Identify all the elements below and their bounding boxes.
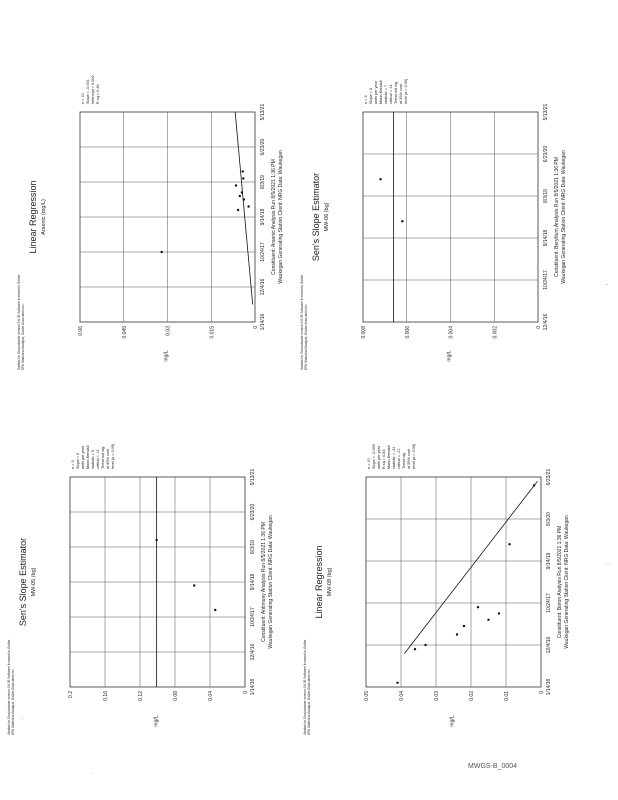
data-point [242,170,244,172]
chart-title: Sen's Slope Estimator [18,537,28,627]
legend-entry: Slope = 0 [76,452,80,469]
data-point [414,648,416,650]
legend-entry: Mann-Kendall [86,445,90,469]
chart-footer-2: Waukegan Generating Station Client: NRG Data: Waukegan [564,515,570,649]
data-point [239,195,241,197]
x-tick-label: 6/23/20 [250,503,256,521]
y-tick-label: 0 [253,326,259,329]
y-tick-label: 0 [536,326,542,329]
x-tick-label: 5/13/21 [250,468,256,486]
y-tick-label: 0.02 [469,691,475,701]
data-point [401,220,403,222]
legend-entry: statistic = -31 [392,446,396,469]
chart-header-note-2: EPA Statistical Analysis, Golder Associates Inc. [307,668,311,735]
chart-title: Linear Regression [28,180,38,254]
legend-entry: statistic = 7 [384,84,388,104]
x-tick-label: 1/14/16 [546,678,552,696]
legend-entry: Intercept = 0.002 [91,75,95,104]
x-tick-label: 12/4/16 [260,278,266,296]
x-tick-label: 9/14/18 [260,208,266,226]
x-tick-label: 12/4/16 [543,313,549,331]
chart-title: Linear Regression [314,545,324,619]
chart-bottom-right [303,443,570,735]
data-point [155,539,157,541]
x-tick-label: 5/13/21 [260,103,266,121]
y-axis-label: mg/L [446,350,453,362]
chart-footer: Constituent: Boron Analysis Run 8/5/2021 1:36 PM [557,525,563,639]
legend-entry: n = 9 [71,460,75,469]
data-point [241,191,243,193]
x-tick-label: 6/23/21 [546,468,552,486]
data-point [456,633,458,635]
y-tick-label: 0.015 [209,326,216,339]
footer-code: MWGS-B_0004 [468,763,518,770]
y-tick-label: 0.002 [492,326,499,339]
legend-entry: n = 9 [364,95,368,104]
x-tick-label: 12/4/16 [250,643,256,661]
x-tick-label: 1/14/16 [250,678,256,696]
x-tick-label: 9/14/19 [546,552,552,570]
data-point [424,644,426,646]
legend-entry: critical = -21 [397,448,401,469]
trend-line [235,112,253,305]
legend-entry: Trend sig. [402,452,406,469]
legend-entry: level (a = 0.05) [111,443,115,469]
chart-subtitle: MW-06 (bg) [324,202,330,232]
data-point [235,184,237,186]
y-tick-label: 0.03 [434,691,440,701]
plot-frame [366,477,541,687]
corner-mark: ' [22,718,24,724]
legend-entry: level (a = 0.05) [404,78,408,104]
chart-footer: Constituent: Beryllium Analysis Run 8/5/2021 1:36 PM [554,157,560,277]
y-axis-label: mg/L [449,715,456,727]
chart-footer-2: Waukegan Generating Station Client: NRG Data: Waukegan [278,150,284,284]
chart-footer-2: Waukegan Generating Station Client: NRG Data: Waukegan [561,150,567,284]
chart-top-right [300,78,567,370]
data-point [243,198,245,200]
x-tick-label: 8/3/20 [546,512,552,526]
data-point [498,612,500,614]
legend-entry: n = 10 [81,93,85,104]
legend-entry: units per year [377,445,381,469]
legend-entry: statistic = 5 [91,449,95,469]
data-point [193,584,195,586]
legend-entry: Slope = 0 [369,87,373,104]
x-tick-label: 9/14/18 [250,573,256,591]
x-tick-label: 10/24/17 [250,607,256,627]
y-tick-label: 0.08 [173,691,179,701]
x-tick-label: 8/3/19 [250,540,256,554]
data-point [237,209,239,211]
y-tick-label: 0.04 [208,691,214,701]
legend-entry: at 95% conf. [106,447,110,469]
legend-entry: critical = 13 [96,449,100,469]
data-point [247,205,249,207]
legend-entry: Mann-Kendall [387,445,391,469]
data-point [463,625,465,627]
x-tick-label: 5/13/21 [543,103,549,121]
legend-entry: Slope = -0.009 [372,444,376,469]
legend-entry: n = 10 [367,458,371,469]
chart-header-note: Sanitas for Groundwater version 9.6.35 Software licensed to Golder [303,639,307,735]
legend-entry: at 95% conf. [399,82,403,104]
x-tick-label: 8/3/19 [260,175,266,189]
y-tick-label: 0.045 [121,326,128,339]
x-tick-label: 1/14/16 [260,313,266,331]
x-tick-label: 10/24/17 [260,242,266,262]
data-point [396,682,398,684]
data-point [533,484,535,486]
chart-subtitle: MW-05 (bg) [31,567,37,597]
data-point [242,177,244,179]
legend-entry: level (a = 0.05) [412,443,416,469]
y-tick-label: 0.05 [364,691,370,701]
x-tick-label: 6/23/20 [260,138,266,156]
chart-header-note: Sanitas for Groundwater version 9.6.35 Software licensed to Golder [7,639,11,735]
edge-mark-1: - [606,282,608,288]
y-tick-label: 0.006 [404,326,411,339]
chart-footer-2: Waukegan Generating Station Client: NRG Data: Waukegan [268,515,274,649]
x-tick-label: 9/14/18 [543,229,549,247]
y-tick-label: 0.03 [165,326,172,336]
y-tick-label: 0.2 [68,691,74,698]
legend-entry: at 95% conf. [407,447,411,469]
x-tick-label: 10/24/17 [546,593,552,613]
y-axis-label: mg/L [163,350,170,362]
chart-bottom-left [7,443,274,735]
data-point [160,251,162,253]
data-point [477,606,479,608]
legend-entry: units per year [81,445,85,469]
edge-mark-3: . [92,770,94,776]
data-point [487,619,489,621]
charts-layer [7,75,570,735]
data-point [508,543,510,545]
y-tick-label: 0.004 [448,326,455,339]
y-tick-label: 0.16 [103,691,109,701]
chart-top-left [17,75,284,370]
chart-title: Sen's Slope Estimator [311,172,321,262]
legend-entry: Trend not sig. [394,80,398,104]
chart-header-note-2: EPA Statistical Analysis, Golder Associates Inc. [11,668,15,735]
legend-entry: R sq = 0.48 [96,84,100,104]
y-axis-label: mg/L [153,715,160,727]
data-point [214,609,216,611]
x-tick-label: 6/23/20 [543,145,549,163]
data-point [379,178,381,180]
legend-entry: Mann-Kendall [379,80,383,104]
x-tick-label: 12/4/16 [546,636,552,654]
y-tick-label: 0.06 [78,326,84,336]
chart-subtitle: Arsenic (mg/L) [41,199,47,235]
chart-subtitle: MW-08 (bg) [327,567,333,597]
y-tick-label: 0.12 [138,691,144,701]
y-tick-label: 0 [243,691,249,694]
legend-entry: units per year [374,80,378,104]
chart-header-note: Sanitas for Groundwater version 9.6.35 Software licensed to Golder [300,274,304,370]
y-tick-label: 0.01 [504,691,510,701]
legend-entry: Slope = -0.001 [86,79,90,104]
chart-footer: Constituent: Arsenic Analysis Run 8/5/2021 1:36 PM [271,159,277,275]
chart-header-note: Sanitas for Groundwater version 9.6.35 Software licensed to Golder [17,274,21,370]
chart-footer: Constituent: Antimony Analysis Run 8/5/2021 1:36 PM [261,522,267,642]
x-tick-label: 10/24/17 [543,270,549,290]
y-tick-label: 0.008 [361,326,367,339]
legend-entry: Trend not sig. [101,445,105,469]
legend-entry: R sq = 0.83 [382,449,386,469]
chart-header-note-2: EPA Statistical Analysis, Golder Associates Inc. [21,303,25,370]
x-tick-label: 8/3/19 [543,189,549,203]
y-tick-label: 0.04 [399,691,405,701]
edge-mark-2: . . [606,560,612,566]
y-tick-label: 0 [539,691,545,694]
chart-header-note-2: EPA Statistical Analysis, Golder Associates Inc. [304,303,308,370]
legend-entry: critical = 13 [389,84,393,104]
